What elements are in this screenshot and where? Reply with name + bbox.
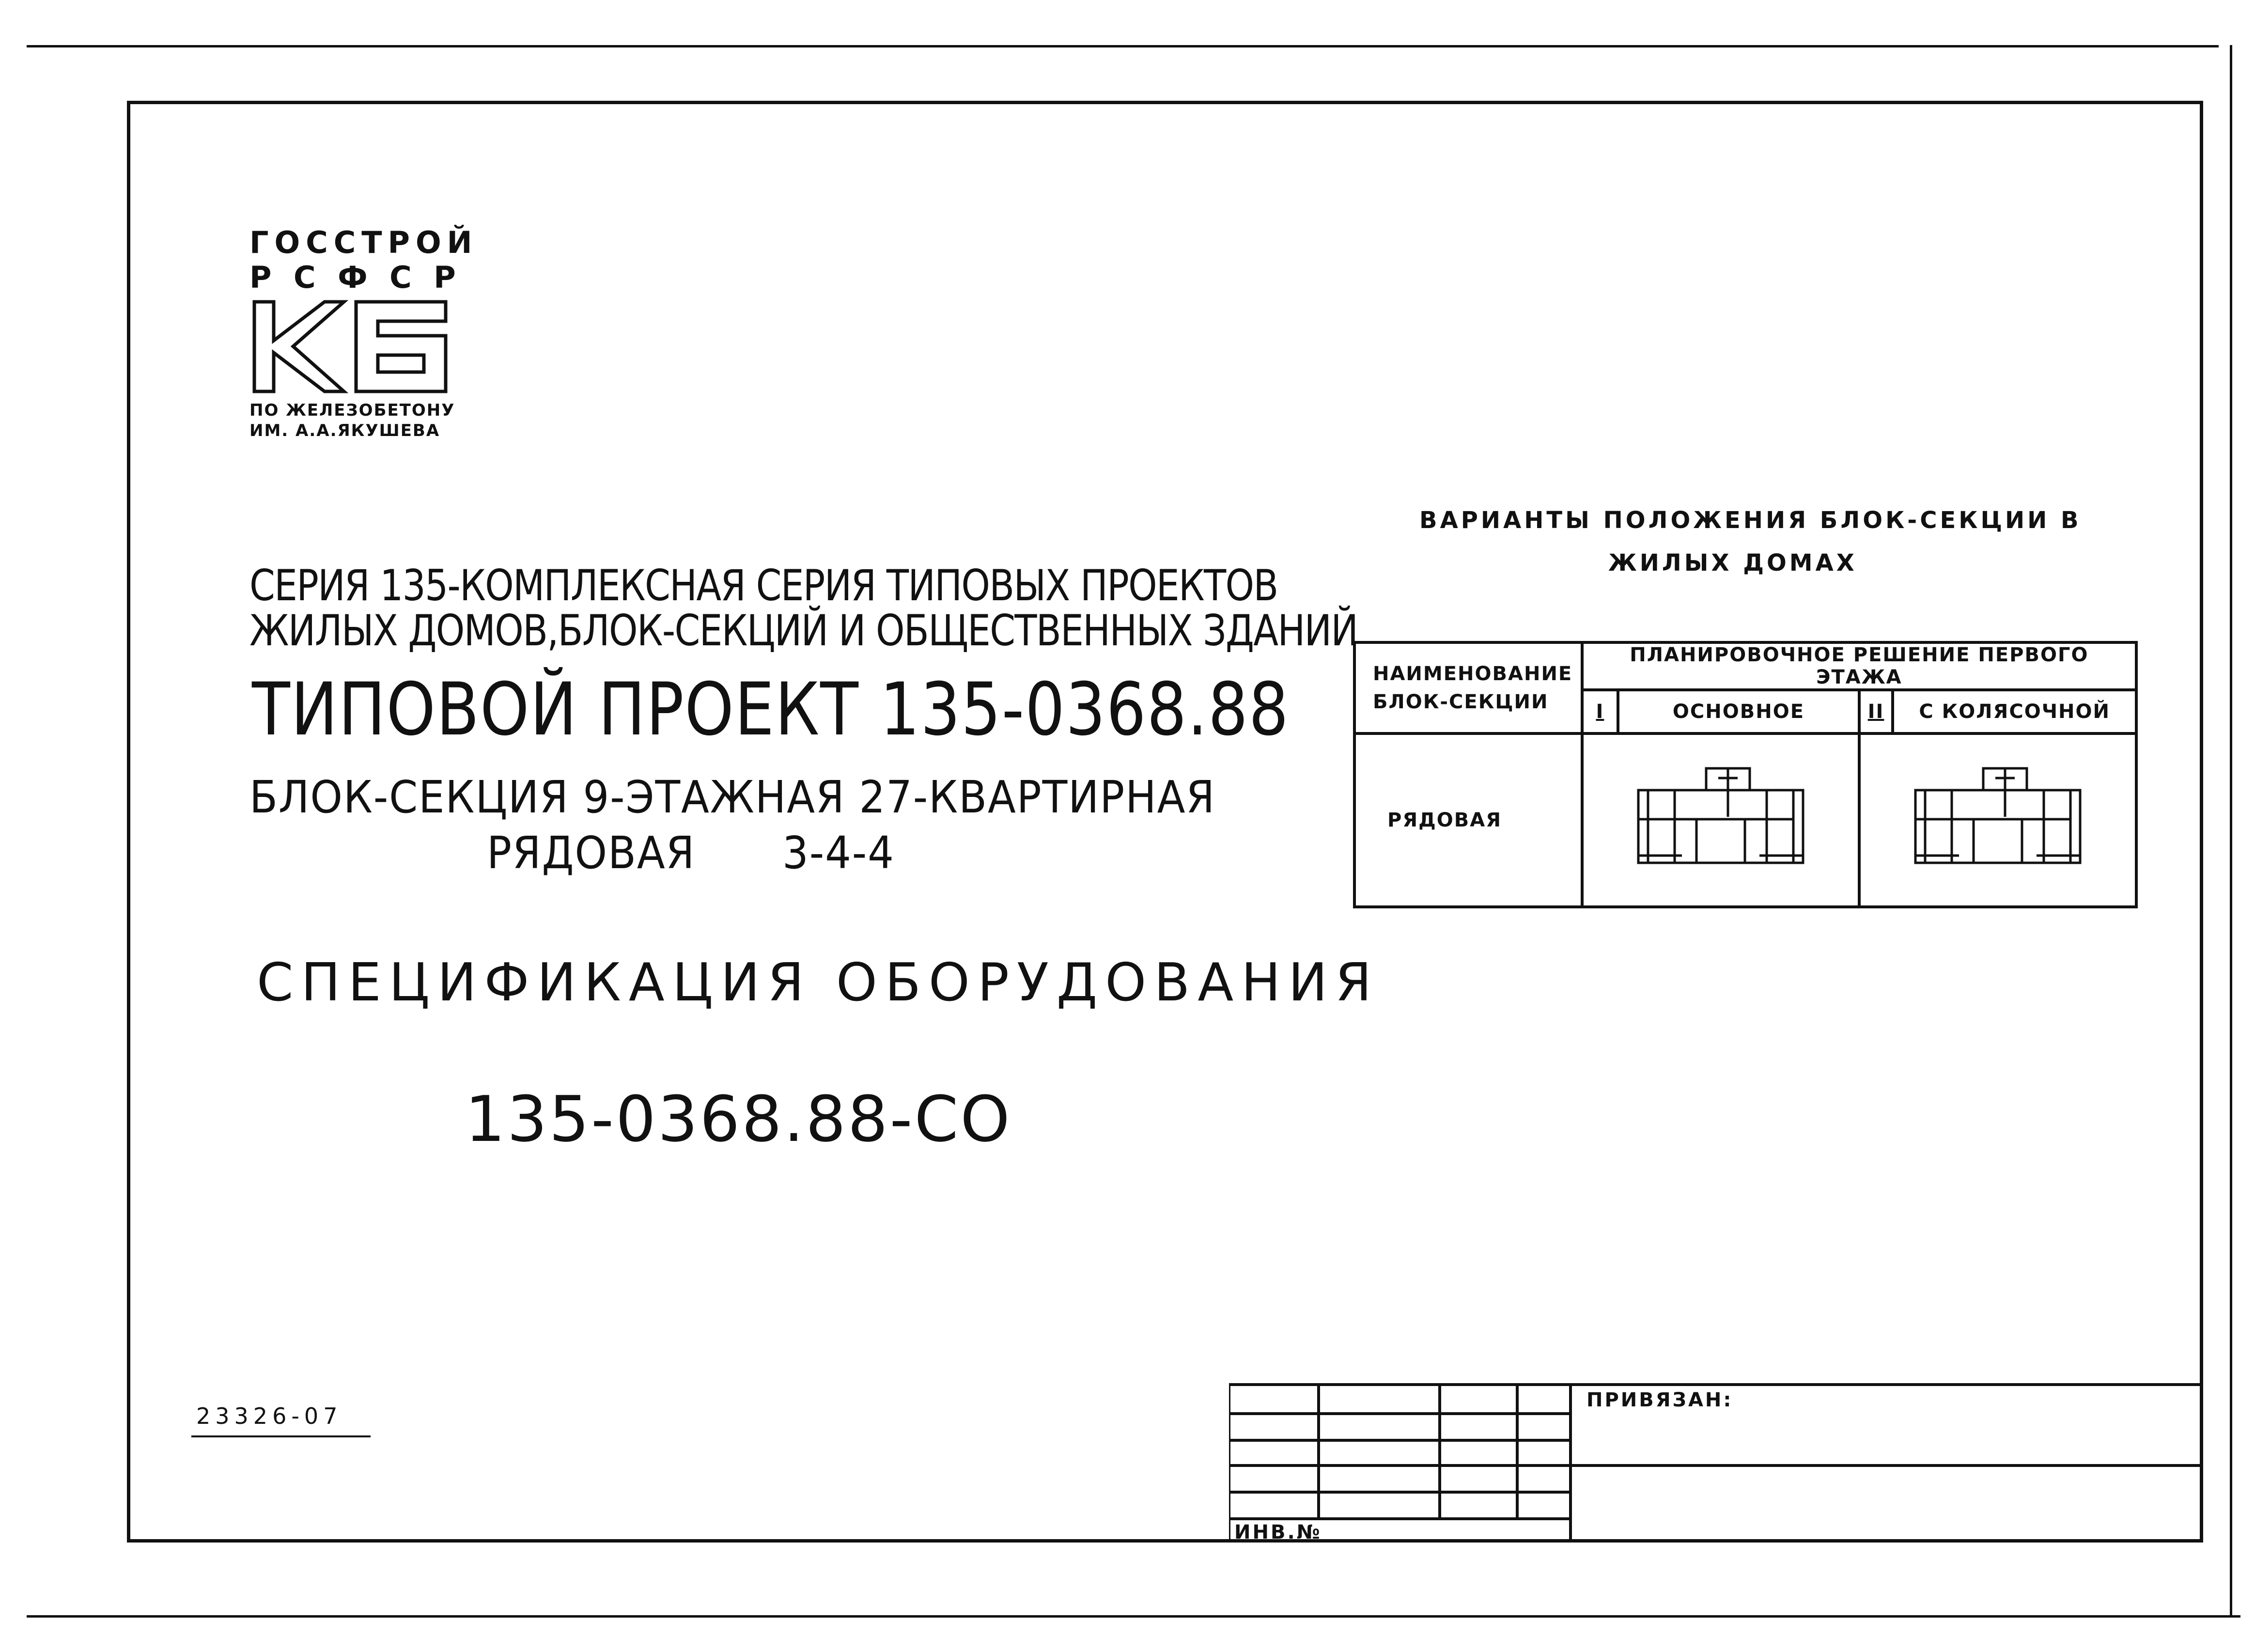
plan-option-2-cell	[1859, 733, 2136, 907]
floor-plan-sketch-2	[1906, 764, 2090, 875]
header-plan-label: ПЛАНИРОВОЧНОЕ РЕШЕНИЕ ПЕРВОГО ЭТАЖА	[1630, 644, 2089, 688]
floor-plan-sketch-1	[1629, 764, 1813, 875]
org-line-3: ПО ЖЕЛЕЗОБЕТОНУ	[249, 401, 455, 420]
variants-title-line-1: ВАРИАНТЫ ПОЛОЖЕНИЯ БЛОК-СЕКЦИИ В	[1419, 507, 2082, 534]
row-name: РЯДОВАЯ	[1387, 809, 1502, 831]
org-line-4: ИМ. А.А.ЯКУШЕВА	[249, 421, 440, 440]
option-2-label: С КОЛЯСОЧНОЙ	[1919, 701, 2110, 723]
variants-title-line-2: ЖИЛЫХ ДОМАХ	[1608, 549, 1857, 577]
block-line-2-type: РЯДОВАЯ	[487, 827, 696, 879]
option-2-number: II	[1859, 690, 1893, 733]
top-trim-line	[27, 45, 2219, 47]
block-line-1: БЛОК-СЕКЦИЯ 9-ЭТАЖНАЯ 27-КВАРТИРНАЯ	[249, 771, 1216, 823]
stamp-linked-label: ПРИВЯЗАН:	[1586, 1389, 1733, 1411]
series-line-2: ЖИЛЫХ ДОМОВ,БЛОК-СЕКЦИЙ И ОБЩЕСТВЕННЫХ ЗДАНИЙ	[249, 606, 1358, 655]
option-1-number: I	[1582, 690, 1618, 733]
header-name-line-2: БЛОК-СЕКЦИИ	[1373, 691, 1549, 713]
kb-logo	[252, 299, 448, 394]
header-plan-cell	[1582, 642, 2136, 690]
org-line-2: Р С Ф С Р	[249, 260, 462, 295]
right-trim-line	[2230, 45, 2232, 1617]
header-name-cell	[1354, 642, 1582, 733]
plan-option-1-cell	[1582, 733, 1859, 907]
org-line-1: ГОССТРОЙ	[249, 225, 478, 260]
archive-number-underline	[191, 1435, 371, 1437]
stamp-inventory-label: ИНВ.№	[1234, 1521, 1322, 1543]
series-line-1: СЕРИЯ 135-КОМПЛЕКСНАЯ СЕРИЯ ТИПОВЫХ ПРОЕКТОВ	[249, 561, 1278, 610]
bottom-trim-line	[27, 1615, 2240, 1618]
project-title: ТИПОВОЙ ПРОЕКТ 135-0368.88	[252, 668, 1290, 752]
header-name-line-1: НАИМЕНОВАНИЕ	[1373, 663, 1573, 685]
block-line-2-scheme: 3-4-4	[782, 827, 895, 879]
variants-table	[1353, 641, 2138, 908]
option-1-label: ОСНОВНОЕ	[1672, 701, 1805, 723]
row-name-cell	[1354, 733, 1582, 907]
spec-title: СПЕЦИФИКАЦИЯ ОБОРУДОВАНИЯ	[257, 952, 1380, 1013]
archive-number: 23326-07	[196, 1403, 342, 1429]
option-1-label-cell	[1618, 690, 1859, 733]
option-2-label-cell	[1893, 690, 2136, 733]
document-code: 135-0368.88-СО	[465, 1082, 1012, 1156]
